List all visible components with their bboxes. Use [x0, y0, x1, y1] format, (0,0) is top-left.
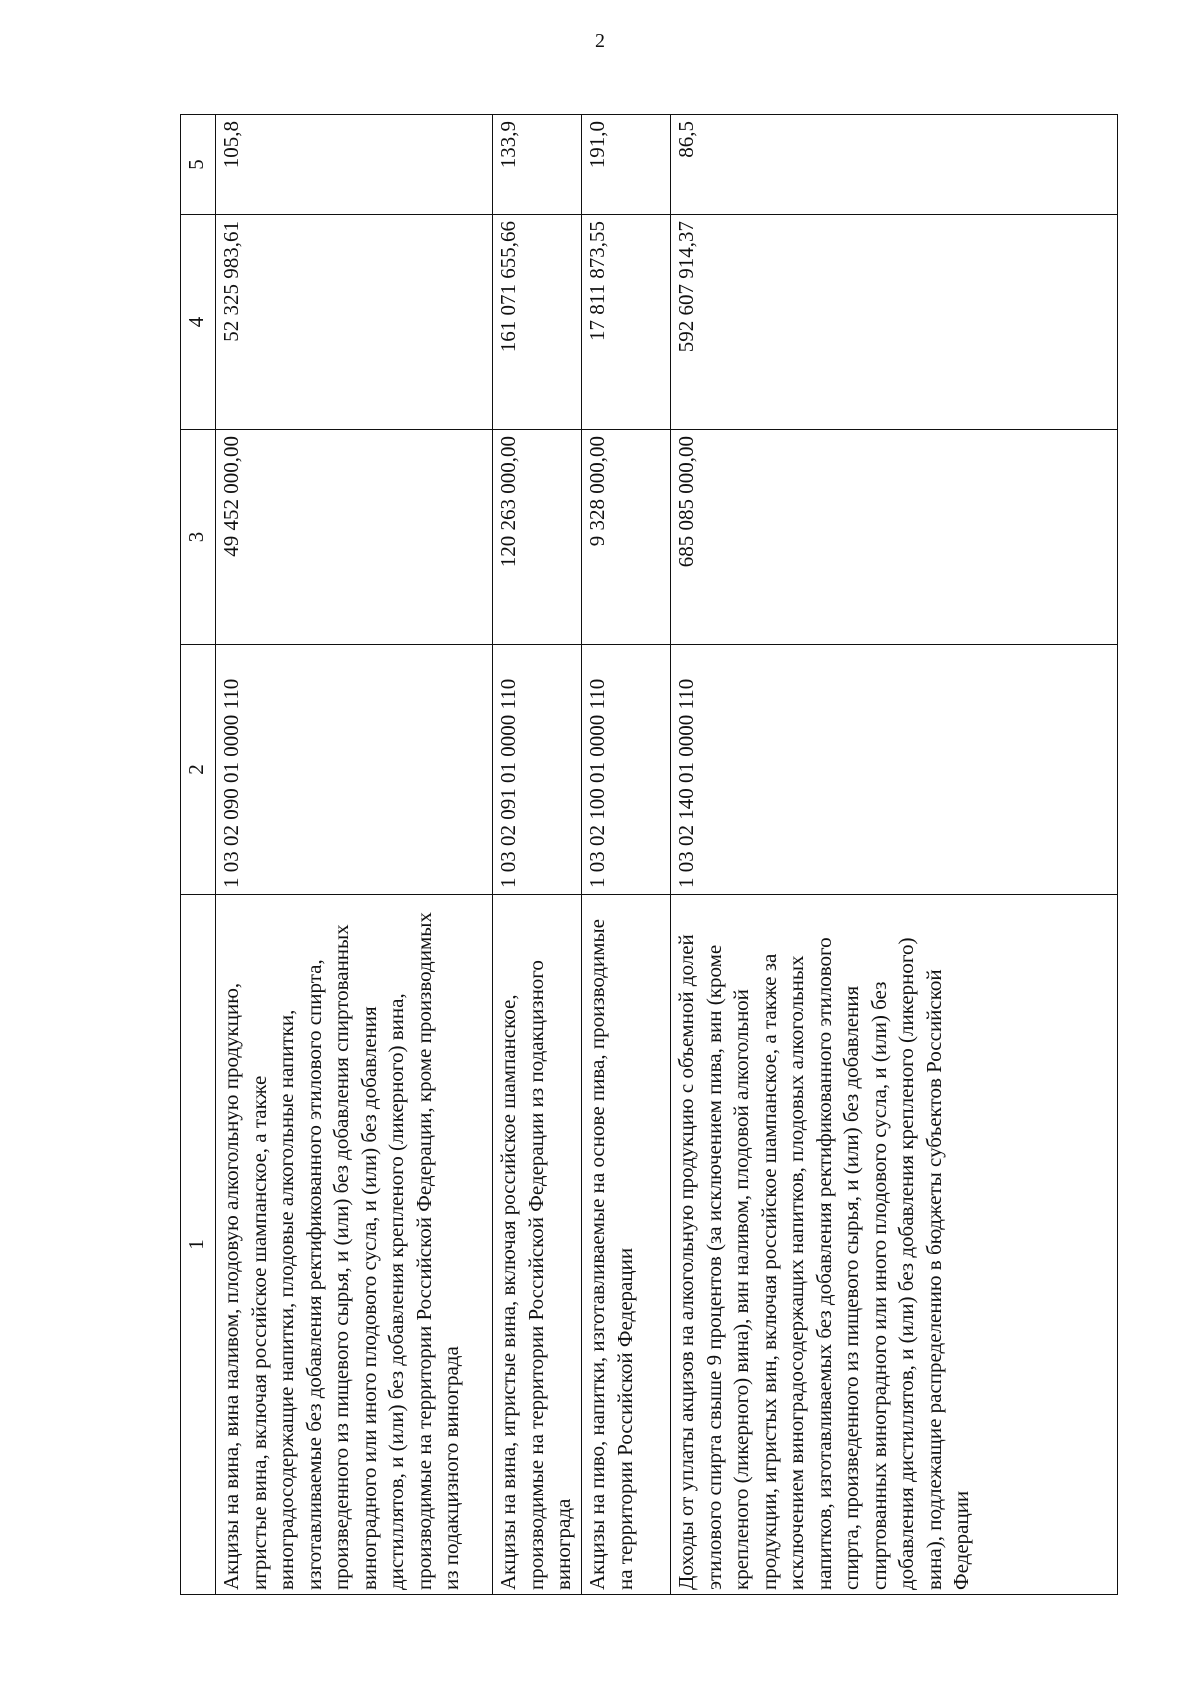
revenue-name-cell: Акцизы на пиво, напитки, изготавливаемые на основе пива, производимые на территории Российской Федерации [582, 895, 671, 1595]
plan-amount-cell: 9 328 000,00 [582, 430, 671, 645]
column-header: 2 [181, 645, 216, 895]
budget-code-cell: 1 03 02 090 01 0000 110 [216, 645, 493, 895]
revenue-name-cell: Доходы от уплаты акцизов на алкогольную продукцию с объемной долей этилового спирта свыше 9 процентов (за исключением пива, вин (кроме крепленого (ликерного) вина), вин наливом, плодовой алкогольной продукции, игристых вин, включая российское шампанское, а также за исключением виноградосодержащих напитков, плодовых алкогольных напитков, изготавливаемых без добавления ректификованного этилового спирта, произведенного из пищевого сырья, и (или) без добавления спиртованных виноградного или иного плодового сусла, и (или) без добавления дистиллятов, и (или) без добавления крепленого (ликерного) вина), подлежащие распределению в бюджеты субъектов Российской Федерации [671, 895, 1118, 1595]
percent-cell: 191,0 [582, 115, 671, 215]
revenue-name-cell: Акцизы на вина, вина наливом, плодовую алкогольную продукцию, игристые вина, включая российское шампанское, а также виноградосодержащие напитки, плодовые алкогольные напитки, изготавливаемые без добавления ректификованного этилового спирта, произведенного из пищевого сырья, и (или) без добавления спиртованных виноградного или иного плодового сусла, и (или) без добавления дистиллятов, и (или) без добавления крепленого (ликерного) вина, производимые на территории Российской Федерации, кроме производимых из подакцизного винограда [216, 895, 493, 1595]
table-header-row [181, 115, 216, 1595]
actual-amount-cell: 161 071 655,66 [493, 215, 582, 430]
percent-cell: 105,8 [216, 115, 493, 215]
actual-amount-cell: 52 325 983,61 [216, 215, 493, 430]
percent-cell: 86,5 [671, 115, 1118, 215]
budget-code-cell: 1 03 02 140 01 0000 110 [671, 645, 1118, 895]
table-row [216, 115, 493, 1595]
revenue-table [180, 114, 1118, 1595]
table-row [582, 115, 671, 1595]
budget-code-cell: 1 03 02 091 01 0000 110 [493, 645, 582, 895]
plan-amount-cell: 120 263 000,00 [493, 430, 582, 645]
table-row [671, 115, 1118, 1595]
actual-amount-cell: 17 811 873,55 [582, 215, 671, 430]
column-header: 4 [181, 215, 216, 430]
plan-amount-cell: 685 085 000,00 [671, 430, 1118, 645]
actual-amount-cell: 592 607 914,37 [671, 215, 1118, 430]
rotated-table-container [180, 115, 1118, 1595]
revenue-name-cell: Акцизы на вина, игристые вина, включая российское шампанское, производимые на территории Российской Федерации из подакцизного винограда [493, 895, 582, 1595]
budget-code-cell: 1 03 02 100 01 0000 110 [582, 645, 671, 895]
percent-cell: 133,9 [493, 115, 582, 215]
column-header: 5 [181, 115, 216, 215]
table-row [493, 115, 582, 1595]
plan-amount-cell: 49 452 000,00 [216, 430, 493, 645]
column-header: 3 [181, 430, 216, 645]
column-header: 1 [181, 895, 216, 1595]
page-number: 2 [595, 30, 605, 52]
